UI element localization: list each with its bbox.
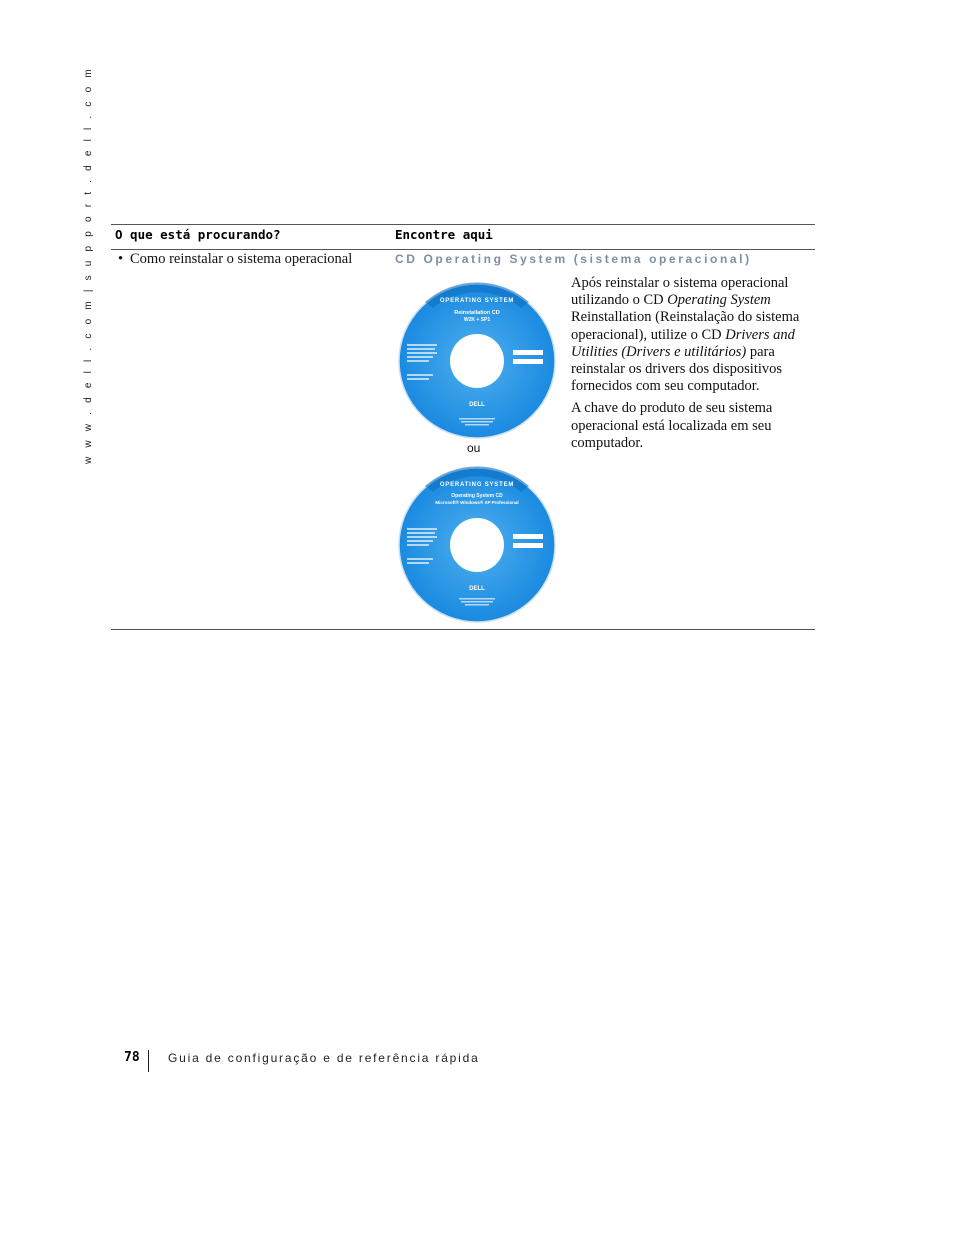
footer-divider xyxy=(148,1050,149,1072)
footer-title: Guia de configuração e de referência rápida xyxy=(168,1051,480,1065)
svg-text:Operating System CD: Operating System CD xyxy=(451,493,503,499)
page-number: 78 xyxy=(124,1050,140,1065)
cd-operating-system-image xyxy=(397,466,557,624)
col-header-looking-for: O que está procurando? xyxy=(115,227,281,242)
paragraph-product-key: A chave do produto de seu sistema operacional está localizada em seu computador. xyxy=(571,400,773,451)
svg-text:OPERATING SYSTEM: OPERATING SYSTEM xyxy=(439,482,515,488)
cd-reinstallation-image xyxy=(397,282,557,440)
svg-text:OPERATING SYSTEM: OPERATING SYSTEM xyxy=(439,298,515,304)
section-title: CD Operating System (sistema operacional) xyxy=(395,252,752,266)
description-text xyxy=(571,275,811,457)
or-separator: ou xyxy=(467,441,481,455)
bullet: • xyxy=(118,251,124,267)
svg-text:W2K + SP1: W2K + SP1 xyxy=(463,317,491,323)
col-header-find-here: Encontre aqui xyxy=(395,227,493,242)
paragraph-reinstall: Após reinstalar o sistema operacional utilizando o CD Operating System Reinstallation (Reinstalação do sistema operacional), utilize o CD Drivers and Utilities (Drivers e utilitários) para reinstalar os drivers dos dispositivos fornecidos com seu computador. xyxy=(571,275,800,395)
list-item xyxy=(118,251,352,268)
side-url-text: w w w . d e l l . c o m | s u p p o r t . d e l l . c o m xyxy=(83,66,94,464)
table-bottom-rule xyxy=(111,629,815,630)
list-item-text: Como reinstalar o sistema operacional xyxy=(130,251,353,267)
svg-text:Microsoft® Windows® XP Profess: Microsoft® Windows® XP Professional xyxy=(435,500,519,505)
table-top-rule xyxy=(111,224,815,225)
svg-text:DELL: DELL xyxy=(469,402,485,408)
table-header-rule xyxy=(111,249,815,250)
svg-text:Reinstallation CD: Reinstallation CD xyxy=(454,310,500,316)
svg-text:DELL: DELL xyxy=(469,586,485,592)
